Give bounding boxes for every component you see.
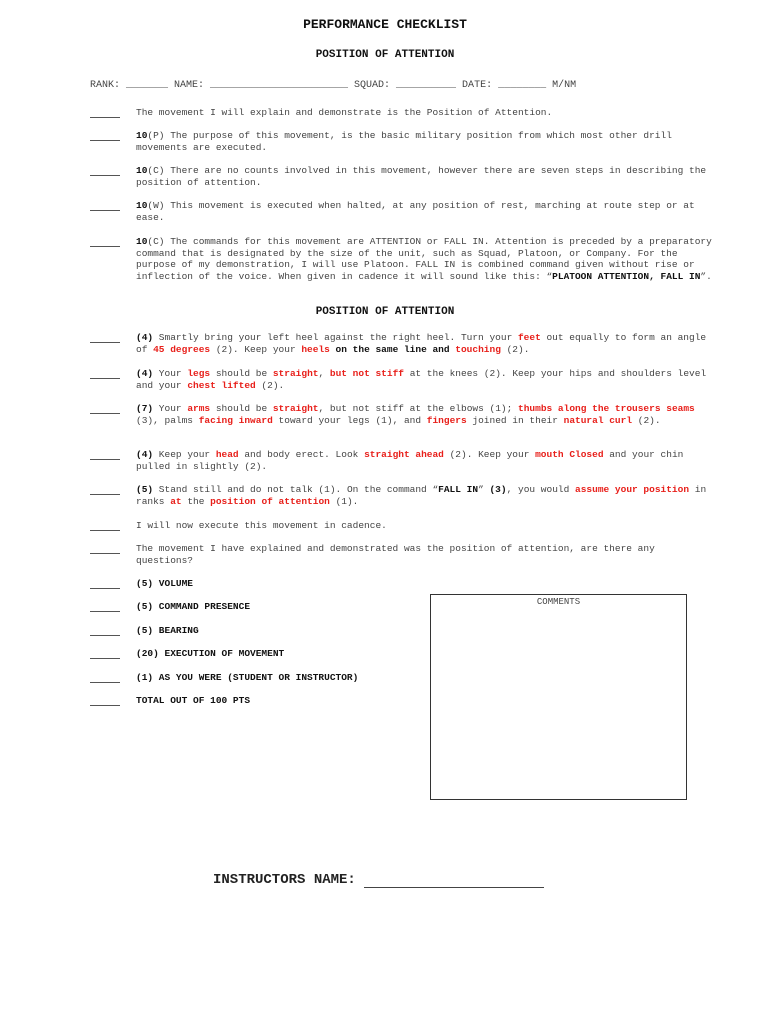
text-segment: (P) The purpose of this movement, is the basic military position from which most other drill movements are executed. [136, 130, 672, 153]
text-segment: on the same line and [329, 343, 456, 355]
step-text [136, 368, 716, 391]
text-segment: (5) BEARING [136, 625, 199, 636]
text-segment: and body erect. Look [238, 449, 365, 460]
text-segment: , you would [506, 484, 576, 495]
score-blank[interactable] [90, 403, 120, 414]
student-info-fields[interactable]: RANK: _______ NAME: _______________________ SQUAD: __________ DATE: ________ M/NM [90, 80, 577, 91]
highlighted-text: position of attention [210, 495, 330, 507]
text-segment: should be [210, 403, 273, 414]
intro-text [136, 200, 716, 223]
intro-text [136, 130, 716, 153]
highlighted-text: fingers [426, 414, 467, 426]
step-text [136, 484, 716, 507]
score-blank[interactable] [90, 648, 120, 659]
text-segment: (2). [632, 414, 661, 426]
text-segment: (3), palms [136, 414, 199, 426]
highlighted-text: arms [187, 403, 211, 414]
score-blank[interactable] [90, 165, 120, 176]
score-blank[interactable] [90, 484, 120, 495]
text-segment: I will now execute this movement in cadence. [136, 520, 387, 531]
score-blank[interactable] [90, 578, 120, 589]
highlighted-text: heels [301, 343, 330, 355]
highlighted-text: but not stiff [329, 368, 404, 379]
comments-label: COMMENTS [536, 597, 581, 607]
highlighted-text: head [215, 449, 239, 460]
section-heading: POSITION OF ATTENTION [315, 306, 455, 318]
highlighted-text: mouth Closed [535, 449, 604, 460]
text-segment: The movement I have explained and demonstrated was the position of attention, are there any questions? [136, 543, 655, 566]
text-segment: (5) [136, 484, 154, 495]
highlighted-text: feet [517, 332, 541, 343]
text-segment: FALL IN [438, 484, 479, 495]
score-blank[interactable] [90, 130, 120, 141]
step-text [136, 520, 716, 532]
page-subtitle: POSITION OF ATTENTION [315, 49, 455, 61]
instructors-name-label: INSTRUCTORS NAME: [213, 872, 356, 888]
text-segment: , [318, 368, 330, 379]
score-text [136, 578, 716, 590]
text-segment: and your chin pulled in slightly (2). [136, 449, 684, 472]
highlighted-text: assume your position [575, 484, 690, 495]
text-segment: 10 [136, 130, 148, 141]
text-segment: 10 [136, 200, 148, 211]
score-blank[interactable] [90, 601, 120, 612]
text-segment: the [181, 495, 211, 507]
comments-box[interactable] [430, 594, 687, 800]
text-segment: TOTAL OUT OF 100 PTS [136, 695, 251, 706]
text-segment: (4) [136, 332, 154, 343]
intro-text [136, 236, 716, 283]
score-blank[interactable] [90, 236, 120, 247]
highlighted-text: thumbs along the trousers seams [518, 403, 695, 414]
text-segment: should be [210, 368, 273, 379]
text-segment: (2). Keep your [443, 449, 536, 460]
text-segment: ”. [700, 271, 712, 283]
text-segment: (4) [136, 449, 154, 460]
text-segment: , but not stiff at the elbows (1); [318, 403, 519, 414]
highlighted-text: 45 degrees [153, 343, 211, 355]
text-segment: (2). Keep your [210, 343, 302, 355]
text-segment: 10 [136, 236, 148, 247]
text-segment: Your [153, 403, 188, 414]
text-segment: The movement I will explain and demonstrate is the Position of Attention. [136, 107, 553, 118]
score-blank[interactable] [90, 672, 120, 683]
text-segment: Keep your [153, 449, 216, 460]
text-segment: (7) [136, 403, 154, 414]
score-blank[interactable] [90, 543, 120, 554]
text-segment: (5) COMMAND PRESENCE [136, 601, 251, 612]
score-blank[interactable] [90, 695, 120, 706]
instructors-name-field [213, 872, 544, 888]
highlighted-text: straight [272, 368, 319, 379]
text-segment: joined in their [466, 414, 564, 426]
text-segment: (5) VOLUME [136, 578, 194, 589]
score-blank[interactable] [90, 200, 120, 211]
highlighted-text: chest lifted [187, 379, 256, 391]
text-segment: (1). [329, 495, 359, 507]
text-segment: (C) The commands for this movement are ATTENTION or FALL IN. Attention is preceded by a preparatory command that is designated by the size of the unit, such as Squad, Platoon, or Company. For the purpose of my demonstration, I will use Platoon. FALL IN is combined command given without rise or inflection of the voice. When given in cadence it will sound like this: “ [136, 236, 712, 283]
highlighted-text: straight [272, 403, 319, 414]
intro-text [136, 165, 716, 188]
step-text [136, 403, 716, 426]
text-segment: ” [478, 484, 490, 495]
highlighted-text: legs [187, 368, 211, 379]
text-segment: (1) AS YOU WERE (STUDENT OR INSTRUCTOR) [136, 672, 359, 683]
text-segment: out equally to form an angle of [136, 332, 707, 355]
step-text [136, 332, 716, 355]
score-blank[interactable] [90, 520, 120, 531]
highlighted-text: straight ahead [364, 449, 444, 460]
intro-text [136, 107, 716, 119]
text-segment: PLATOON ATTENTION, FALL IN [552, 271, 701, 283]
text-segment: toward your legs (1), and [272, 414, 427, 426]
text-segment: (3) [489, 484, 507, 495]
text-segment: Smartly bring your left heel against the right heel. Turn your [153, 332, 518, 343]
score-blank[interactable] [90, 449, 120, 460]
text-segment: (2). [255, 379, 285, 391]
text-segment: (20) EXECUTION OF MOVEMENT [136, 648, 285, 659]
score-blank[interactable] [90, 625, 120, 636]
score-blank[interactable] [90, 107, 120, 118]
text-segment: at the knees (2). Keep your hips and shoulders level and your [136, 368, 707, 391]
highlighted-text: at [170, 495, 182, 507]
highlighted-text: facing inward [198, 414, 273, 426]
highlighted-text: natural curl [563, 414, 633, 426]
instructors-name-input[interactable] [364, 873, 544, 888]
step-text [136, 543, 716, 566]
text-segment: (C) There are no counts involved in this movement, however there are seven steps in describing the position of attention. [136, 165, 707, 188]
text-segment: Your [153, 368, 188, 379]
text-segment: Stand still and do not talk (1). On the command “ [153, 484, 439, 495]
text-segment: 10 [136, 165, 148, 176]
highlighted-text: touching [455, 343, 501, 355]
step-text [136, 449, 716, 472]
text-segment: (2). [500, 343, 530, 355]
text-segment: in ranks [136, 484, 707, 507]
page-title: PERFORMANCE CHECKLIST [303, 17, 467, 32]
score-blank[interactable] [90, 368, 120, 379]
text-segment: (W) This movement is executed when halted, at any position of rest, marching at route step or at ease. [136, 200, 695, 223]
text-segment: (4) [136, 368, 154, 379]
score-blank[interactable] [90, 332, 120, 343]
